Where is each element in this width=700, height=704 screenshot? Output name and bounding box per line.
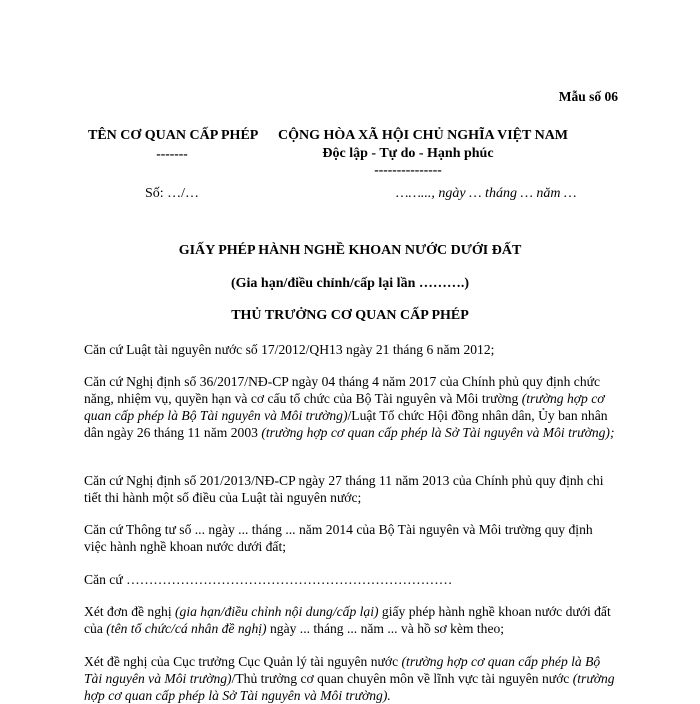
paragraph-proposal [84,653,618,704]
decree-36-note-department: (trường hợp cơ quan cấp phép là Sở Tài nguyên và Môi trường); [261,425,615,440]
proposal-note-department: (trường hợp cơ quan cấp phép là Sở Tài nguyên và Môi trường). [84,671,615,703]
circular-text: Căn cứ Thông tư số ... ngày ... tháng ... năm 2014 của Bộ Tài nguyên và Môi trường quy định việc hành nghề khoan nước dưới đất; [84,522,593,554]
decree-201-text: Căn cứ Nghị định số 201/2013/NĐ-CP ngày 27 tháng 11 năm 2013 của Chính phủ quy định chi tiết thi hành một số điều của Luật tài nguyên nước; [84,473,604,505]
application-note-type: (gia hạn/điều chỉnh nội dung/cấp lại) [175,604,379,619]
application-text: Xét đơn đề nghị [84,604,176,619]
paragraph-application [84,603,618,637]
decree-36-note-ministry: (trường hợp cơ quan cấp phép là Bộ Tài nguyên và Môi trường) [84,391,605,423]
application-text-2: giấy phép hành nghề khoan nước dưới đất của [84,604,611,636]
motto: Độc lập - Tự do - Hạnh phúc [322,146,494,161]
proposal-note-ministry: (trường hợp cơ quan cấp phép là Bộ Tài nguyên và Môi trường) [84,654,601,686]
agency-underline: ------- [156,146,188,161]
issuing-authority: THỦ TRƯỞNG CƠ QUAN CẤP PHÉP [231,308,469,323]
paragraph-law-text: Căn cứ Luật tài nguyên nước số 17/2012/QH13 ngày 21 tháng 6 năm 2012; [84,342,495,357]
motto-underline: --------------- [374,162,442,177]
paragraph-basis [84,571,618,588]
decree-36-text: Căn cứ Nghị định số 36/2017/NĐ-CP ngày 04 tháng 4 năm 2017 của Chính phủ quy định chức năng, nhiệm vụ, quyền hạn và cơ cấu tổ chức của Bộ Tài nguyên và Môi trường [84,374,601,406]
basis-text: Căn cứ ……………………………………………………………… [84,572,453,587]
agency-name: TÊN CƠ QUAN CẤP PHÉP [88,128,259,143]
nation-name: CỘNG HÒA XÃ HỘI CHỦ NGHĨA VIỆT NAM [278,128,569,143]
document-number: Số: …/… [144,186,200,201]
paragraph-decree-201 [84,472,618,506]
paragraph-circular [84,521,618,555]
document-subtitle: (Gia hạn/điều chỉnh/cấp lại lần ……….) [230,276,470,291]
paragraph-law [84,341,618,358]
decree-36-text-2: /Luật Tổ chức Hội đồng nhân dân, Ủy ban nhân dân ngày 26 tháng 11 năm 2003 [84,408,608,440]
application-text-3: ngày ... tháng ... năm ... và hồ sơ kèm theo; [266,621,505,636]
proposal-text: Xét đề nghị của Cục trưởng Cục Quản lý tài nguyên nước [84,654,402,669]
application-note-applicant: (tên tổ chức/cá nhân đề nghị) [106,621,267,636]
document-title: GIẤY PHÉP HÀNH NGHỀ KHOAN NƯỚC DƯỚI ĐẤT [178,243,522,258]
paragraph-decree-36 [84,373,618,441]
place-date: ……..., ngày … tháng … năm … [396,186,577,201]
form-number: Mẫu số 06 [558,89,618,104]
proposal-text-2: /Thủ trưởng cơ quan chuyên môn về lĩnh vực tài nguyên nước [231,671,573,686]
